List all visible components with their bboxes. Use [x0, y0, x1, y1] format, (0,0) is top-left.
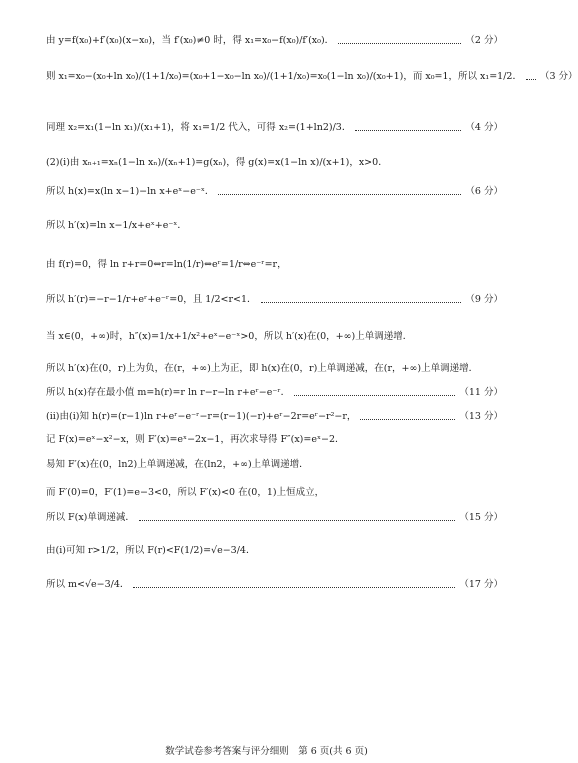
- step-line: [46, 295, 503, 306]
- dot-leader: [526, 79, 536, 80]
- step-line: [46, 221, 503, 232]
- score: （6 分）: [465, 186, 503, 197]
- score: （13 分）: [459, 411, 503, 422]
- step-text: 而 F′(0)=0，F′(1)=e−3<0，所以 F′(x)<0 在(0，1)上恒成立，: [46, 487, 325, 498]
- step-line: [46, 36, 503, 47]
- step-text: 当 x∈(0，+∞)时，h″(x)=1/x+1/x²+eˣ−e⁻ˣ>0，所以 h′(x)在(0，+∞)上单调递增．: [46, 331, 413, 342]
- step-line: [46, 488, 503, 499]
- step-line: [46, 388, 503, 399]
- step-line: [46, 513, 503, 524]
- step-text: 所以 h′(r)=−r−1/r+eʳ+e⁻ʳ=0，且 1/2<r<1．: [46, 294, 257, 305]
- dot-leader: [261, 302, 462, 303]
- step-text: 所以 m<√e−3/4．: [46, 579, 130, 590]
- score: （15 分）: [459, 512, 503, 523]
- step-text: 记 F(x)=eˣ−x²−x，则 F′(x)=eˣ−2x−1，再次求导得 F″(x)=eˣ−2．: [46, 434, 345, 445]
- step-text: 所以 h′(x)在(0，r)上为负，在(r，+∞)上为正，即 h(x)在(0，r)上单调递减，在(r，+∞)上单调递增．: [46, 363, 479, 374]
- step-text: (2)(i)由 xₙ₊₁=xₙ(1−ln xₙ)/(xₙ+1)=g(xₙ)，得 g(x)=x(1−ln x)/(x+1)，x>0．: [46, 157, 388, 168]
- dot-leader: [294, 395, 455, 396]
- step-text: 由 f(r)=0，得 ln r+r=0⇔r=ln(1/r)⇔eʳ=1/r⇔e⁻ʳ=r，: [46, 259, 287, 270]
- step-line: [46, 546, 503, 557]
- step-line: [46, 71, 578, 83]
- score: （3 分）: [539, 71, 578, 82]
- score: （9 分）: [465, 294, 503, 305]
- step-text: 易知 F′(x)在(0，ln2)上单调递减，在(ln2，+∞)上单调递增．: [46, 459, 309, 470]
- dot-leader: [355, 130, 461, 131]
- step-line: [46, 460, 503, 471]
- step-text: 则 x₁=x₀−(x₀+ln x₀)/(1+1/x₀)=(x₀+1−x₀−ln x₀)/(1+1/x₀)=x₀(1−ln x₀)/(x₀+1)，而 x₀=1，所以 x₁=1/2．: [46, 71, 522, 82]
- step-text: 由(i)可知 r>1/2，所以 F(r)<F(1/2)=√e−3/4．: [46, 545, 256, 556]
- dot-leader: [133, 587, 455, 588]
- step-text: 所以 h(x)=x(ln x−1)−ln x+eˣ−e⁻ˣ．: [46, 186, 215, 197]
- step-line: [46, 123, 503, 134]
- step-line: [46, 364, 503, 375]
- score: （2 分）: [465, 35, 503, 46]
- score: （17 分）: [459, 579, 503, 590]
- step-line: [46, 435, 503, 446]
- score: （4 分）: [465, 122, 503, 133]
- step-line: [46, 580, 503, 591]
- step-line: [46, 260, 503, 271]
- step-line: [46, 187, 503, 198]
- step-text: 所以 h′(x)=ln x−1/x+eˣ+e⁻ˣ．: [46, 220, 187, 231]
- dot-leader: [218, 194, 461, 195]
- dot-leader: [360, 419, 455, 420]
- step-text: 所以 h(x)存在最小值 m=h(r)=r ln r−r−ln r+eʳ−e⁻ʳ．: [46, 387, 291, 398]
- step-line: [46, 158, 503, 169]
- step-text: 所以 F(x)单调递减．: [46, 512, 135, 523]
- score: （11 分）: [459, 387, 503, 398]
- step-line: [46, 412, 503, 423]
- step-text: (ii)由(i)知 h(r)=(r−1)ln r+eʳ−e⁻ʳ−r=(r−1)(−r)+eʳ−2r=eʳ−r²−r，: [46, 411, 357, 422]
- step-text: 同理 x₂=x₁(1−ln x₁)/(x₁+1)，将 x₁=1/2 代入，可得 x₂=(1+ln2)/3．: [46, 122, 352, 133]
- dot-leader: [139, 520, 456, 521]
- dot-leader: [338, 43, 461, 44]
- page-footer: 数学试卷参考答案与评分细则 第 6 页(共 6 页): [165, 746, 368, 757]
- step-line: [46, 332, 503, 343]
- step-text: 由 y=f(x₀)+f′(x₀)(x−x₀)，当 f′(x₀)≠0 时，得 x₁=x₀−f(x₀)/f′(x₀)．: [46, 35, 335, 46]
